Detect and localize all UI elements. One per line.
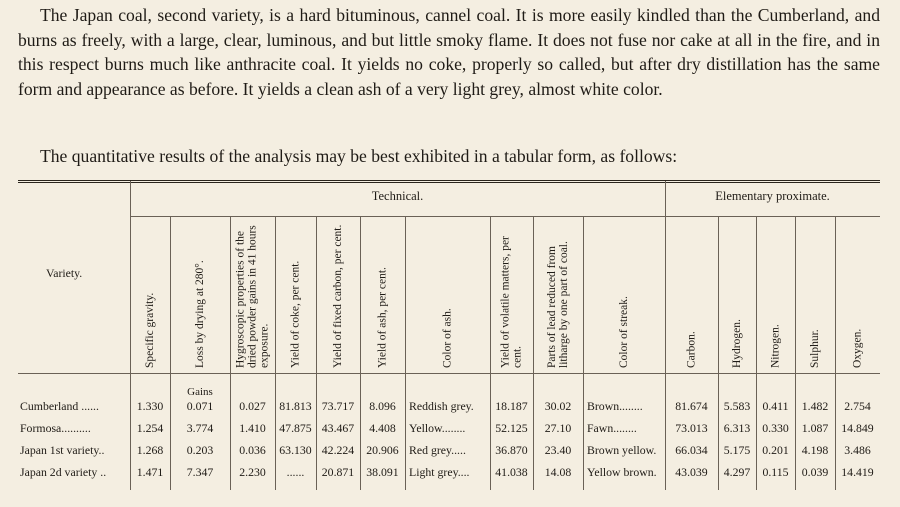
column-header: Color of ash.: [441, 308, 454, 368]
table-row-variety: Formosa..........: [20, 421, 91, 435]
table-cell: 1.254: [136, 421, 164, 435]
table-cell: 18.187: [495, 399, 528, 413]
table-cell: 2.754: [844, 399, 871, 413]
column-divider: [835, 216, 836, 490]
table-cell: 1.471: [136, 465, 164, 479]
table-cell: 1.330: [136, 399, 164, 413]
variety-header: Variety.: [46, 266, 83, 280]
column-header: Hygroscopic properties of the dried powder gains in 41 hours exposure.: [234, 225, 271, 368]
table-cell: 2.230: [239, 465, 266, 479]
group-technical-label: Technical.: [371, 189, 424, 203]
table-cell: 73.013: [675, 421, 708, 435]
table-cell: 0.039: [801, 465, 829, 479]
table-cell: 14.849: [841, 421, 874, 435]
table-cell: 41.038: [495, 465, 528, 479]
table-cell: 52.125: [495, 421, 528, 435]
table-cell: 1.087: [801, 421, 829, 435]
table-cell: 81.674: [675, 399, 708, 413]
group-divider-rule: [130, 216, 880, 217]
table-cell: 6.313: [723, 421, 751, 435]
column-header: Color of streak.: [618, 296, 630, 368]
column-header: Loss by drying at 280°.: [194, 260, 206, 368]
table-cell: 30.02: [544, 399, 572, 413]
table-cell: 4.198: [801, 443, 829, 457]
column-divider: [230, 216, 231, 490]
table-cell: 73.717: [321, 399, 355, 413]
column-divider: [490, 216, 491, 490]
column-header: Oxygen.: [851, 328, 864, 368]
table-top-rule: [18, 180, 880, 181]
column-divider: [360, 216, 361, 490]
table-cell: 43.467: [321, 421, 355, 435]
column-divider: [130, 181, 131, 490]
table-cell: 36.870: [495, 443, 528, 457]
table-cell: Yellow brown.: [587, 465, 657, 479]
table-cell: 20.906: [366, 443, 399, 457]
column-divider: [316, 216, 317, 490]
table-cell: 81.813: [279, 399, 312, 413]
column-header: Parts of lead reduced from litharge by one part of coal.: [546, 241, 570, 368]
table-cell: 5.175: [723, 443, 751, 457]
table-cell: Light grey....: [409, 465, 470, 479]
column-header: Yield of fixed carbon, per cent.: [332, 224, 344, 368]
column-header: Hydrogen.: [731, 319, 743, 368]
table-cell: 14.08: [544, 465, 572, 479]
table-cell: 4.297: [723, 465, 751, 479]
column-header: Carbon.: [685, 331, 698, 368]
table-cell: 7.347: [186, 465, 214, 479]
table-cell: 0.201: [762, 443, 789, 457]
table-cell: 47.875: [279, 421, 312, 435]
paragraph-coal-description: The Japan coal, second variety, is a hard bituminous, cannel coal. It is more easily kindled than the Cumberland, and burns as freely, with a large, clear, luminous, and but little smoky flame. It does not fuse nor cake at all in the fire, and in this respect burns much like anthracite coal. It yields no coke, properly so called, but after dry distillation has the same form and appearance as before. It yields a clean ash of a very light grey, almost white color.: [18, 5, 880, 99]
table-cell: 1.268: [136, 443, 164, 457]
column-divider: [718, 216, 719, 490]
table-cell: 3.774: [186, 421, 214, 435]
table-cell: 1.482: [801, 399, 829, 413]
table-cell: 0.115: [762, 465, 789, 479]
table-cell: 27.10: [544, 421, 572, 435]
column-header: Yield of volatile matters, per cent.: [499, 236, 524, 368]
column-divider: [170, 216, 171, 490]
table-cell: Reddish grey.: [409, 399, 474, 413]
column-header: Yield of ash, per cent.: [376, 267, 389, 368]
table-cell: 3.486: [844, 443, 871, 457]
table-row-variety: Japan 1st variety..: [20, 443, 105, 457]
column-divider: [583, 216, 584, 490]
table-cell: Red grey.....: [409, 443, 466, 457]
table-cell: 14.419: [841, 465, 874, 479]
table-cell: 0.203: [186, 443, 214, 457]
table-cell: Brown yellow.: [587, 443, 657, 457]
table-cell: ......: [286, 465, 305, 479]
table-cell: 38.091: [366, 465, 399, 479]
table-cell: 23.40: [544, 443, 572, 457]
table-cell: 0.036: [239, 443, 266, 457]
column-divider: [795, 216, 796, 490]
table-cell: 20.871: [321, 465, 355, 479]
table-cell: 8.096: [369, 399, 396, 413]
column-divider: [405, 216, 406, 490]
gains-note: Gains: [187, 386, 213, 398]
column-divider: [665, 181, 666, 490]
table-cell: Fawn........: [587, 421, 637, 435]
column-divider: [533, 216, 534, 490]
column-header: Nitrogen.: [769, 324, 782, 368]
table-cell: 43.039: [675, 465, 708, 479]
table-cell: 0.027: [239, 399, 266, 413]
table-cell: 63.130: [279, 443, 312, 457]
header-bottom-rule: [18, 373, 880, 374]
table-top-rule-inner: [18, 182, 880, 183]
table-cell: 0.411: [762, 399, 789, 413]
column-header: Sulphur.: [809, 329, 821, 368]
column-divider: [756, 216, 757, 490]
column-header: Yield of coke, per cent.: [289, 260, 302, 368]
paragraph-table-intro: The quantitative results of the analysis may be best exhibited in a tabular form, as follows:: [40, 146, 678, 166]
table-row-variety: Cumberland ......: [20, 399, 99, 413]
column-header: Specific gravity.: [144, 292, 156, 368]
table-cell: 1.410: [239, 421, 266, 435]
table-cell: 0.071: [186, 399, 214, 413]
group-elementary-label: Elementary proximate.: [715, 189, 830, 203]
table-cell: 5.583: [723, 399, 751, 413]
table-cell: 42.224: [321, 443, 355, 457]
table-cell: 0.330: [762, 421, 789, 435]
table-row-variety: Japan 2d variety ..: [20, 465, 107, 479]
table-cell: 66.034: [675, 443, 708, 457]
column-divider: [275, 216, 276, 490]
table-cell: 4.408: [369, 421, 396, 435]
table-cell: Yellow........: [409, 421, 466, 435]
table-cell: Brown........: [587, 399, 643, 413]
